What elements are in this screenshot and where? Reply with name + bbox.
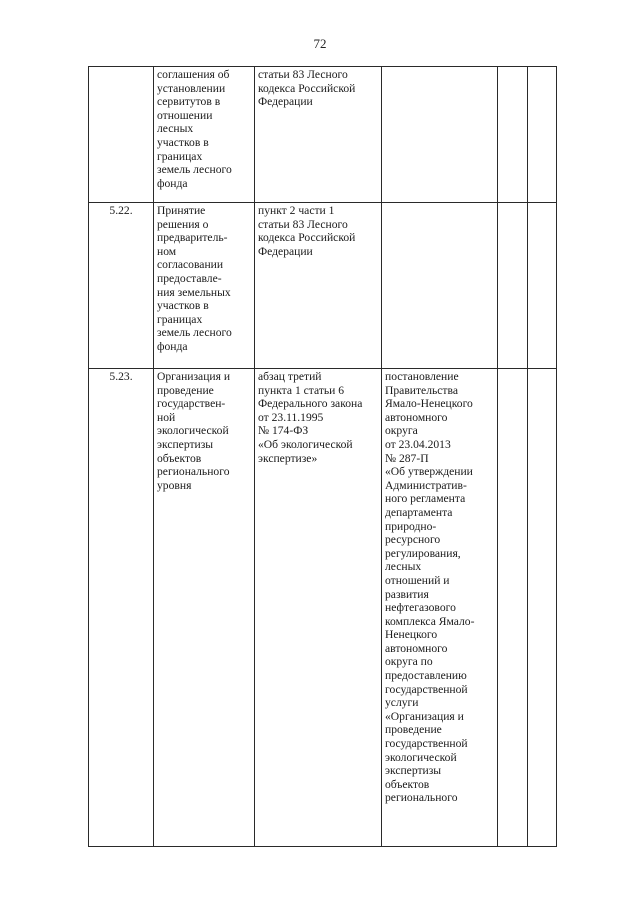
empty-cell bbox=[498, 369, 528, 847]
services-table bbox=[88, 66, 557, 847]
empty-cell bbox=[498, 203, 528, 369]
regulation-cell bbox=[382, 203, 498, 369]
service-name-cell: Принятие решения о предваритель- ном согласовании предоставле- ния земельных участков в границах земель лесного фонда bbox=[154, 203, 255, 369]
regulation-cell bbox=[382, 67, 498, 203]
row-number-cell: 5.23. bbox=[89, 369, 154, 847]
empty-cell bbox=[528, 203, 557, 369]
table-row bbox=[89, 369, 557, 847]
regulation-cell: постановление Правительства Ямало-Ненецкого автономного округа от 23.04.2013 № 287-П «Об утверждении Административ- ного регламента департамента природно- ресурсного регулирования, лесных отношений и развития нефтегазового комплекса Ямало- Ненецкого автономного округа по предоставлению государственной услуги «Организация и проведение государственной экологической экспертизы объектов регионального bbox=[382, 369, 498, 847]
empty-cell bbox=[528, 67, 557, 203]
legal-basis-cell: абзац третий пункта 1 статьи 6 Федерального закона от 23.11.1995 № 174-ФЗ «Об экологической экспертизе» bbox=[255, 369, 382, 847]
empty-cell bbox=[528, 369, 557, 847]
table-row bbox=[89, 67, 557, 203]
page-number: 72 bbox=[313, 36, 327, 51]
empty-cell bbox=[498, 67, 528, 203]
service-name-cell: соглашения об установлении сервитутов в отношении лесных участков в границах земель лесного фонда bbox=[154, 67, 255, 203]
row-number-cell: 5.22. bbox=[89, 203, 154, 369]
legal-basis-cell: статьи 83 Лесного кодекса Российской Федерации bbox=[255, 67, 382, 203]
row-number-cell bbox=[89, 67, 154, 203]
table-row bbox=[89, 203, 557, 369]
legal-basis-cell: пункт 2 части 1 статьи 83 Лесного кодекса Российской Федерации bbox=[255, 203, 382, 369]
service-name-cell: Организация и проведение государствен- ной экологической экспертизы объектов регионального уровня bbox=[154, 369, 255, 847]
